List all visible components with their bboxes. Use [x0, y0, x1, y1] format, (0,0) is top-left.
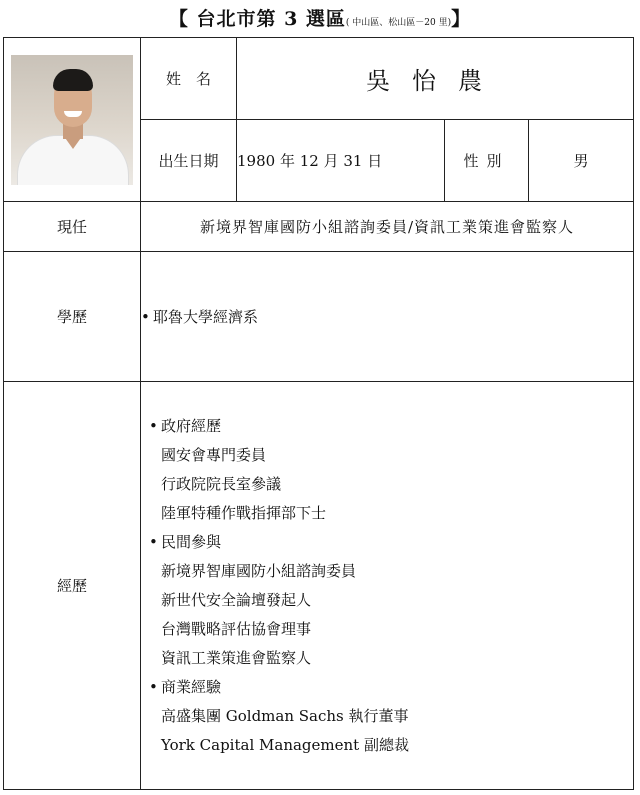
experience-section-heading: • 政府經歷	[149, 416, 222, 435]
candidate-profile-table	[3, 37, 634, 790]
education-value	[141, 252, 634, 382]
name-label: 姓 名	[141, 38, 237, 120]
bullet: •	[141, 308, 150, 326]
list-item: 新境界智庫國防小組諮詢委員	[161, 561, 357, 580]
list-item: 資訊工業策進會監察人	[161, 648, 312, 667]
list-item: 國安會專門委員	[161, 445, 267, 464]
current-position-value: 新境界智庫國防小組諮詢委員/資訊工業策進會監察人	[141, 202, 634, 252]
title-close-bracket: 】	[451, 8, 472, 30]
dob-label: 出生日期	[141, 120, 237, 202]
list-item: 高盛集團 Goldman Sachs 執行董事	[161, 706, 409, 725]
photo-cell	[4, 38, 141, 202]
experience-section-heading: • 商業經驗	[149, 677, 222, 696]
experience-section-heading: • 民間參與	[149, 532, 222, 551]
title-subtitle: ( 中山區、松山區－20 里)	[345, 18, 452, 28]
list-item: 行政院院長室參議	[161, 474, 282, 493]
candidate-name: 吳怡農	[237, 38, 634, 120]
candidate-photo	[11, 55, 133, 185]
gender-value: 男	[529, 120, 634, 202]
education-label: 學歷	[4, 252, 141, 382]
list-item: 陸軍特種作戰指揮部下士	[161, 503, 327, 522]
gender-label: 性別	[445, 120, 529, 202]
experience-label: 經歷	[4, 382, 141, 790]
current-position-label: 現任	[4, 202, 141, 252]
experience-value	[141, 382, 634, 790]
list-item: 新世代安全論壇發起人	[161, 590, 312, 609]
list-item: 台灣戰略評估協會理事	[161, 619, 312, 638]
education-item: 耶魯大學經濟系	[153, 308, 259, 326]
dob-value: 1980 年 12 月 31 日	[237, 120, 445, 202]
page-title	[0, 4, 640, 31]
list-item: York Capital Management 副總裁	[161, 735, 409, 754]
experience-list	[141, 412, 633, 760]
title-main: 【 台北市第 3 選區	[168, 8, 346, 30]
